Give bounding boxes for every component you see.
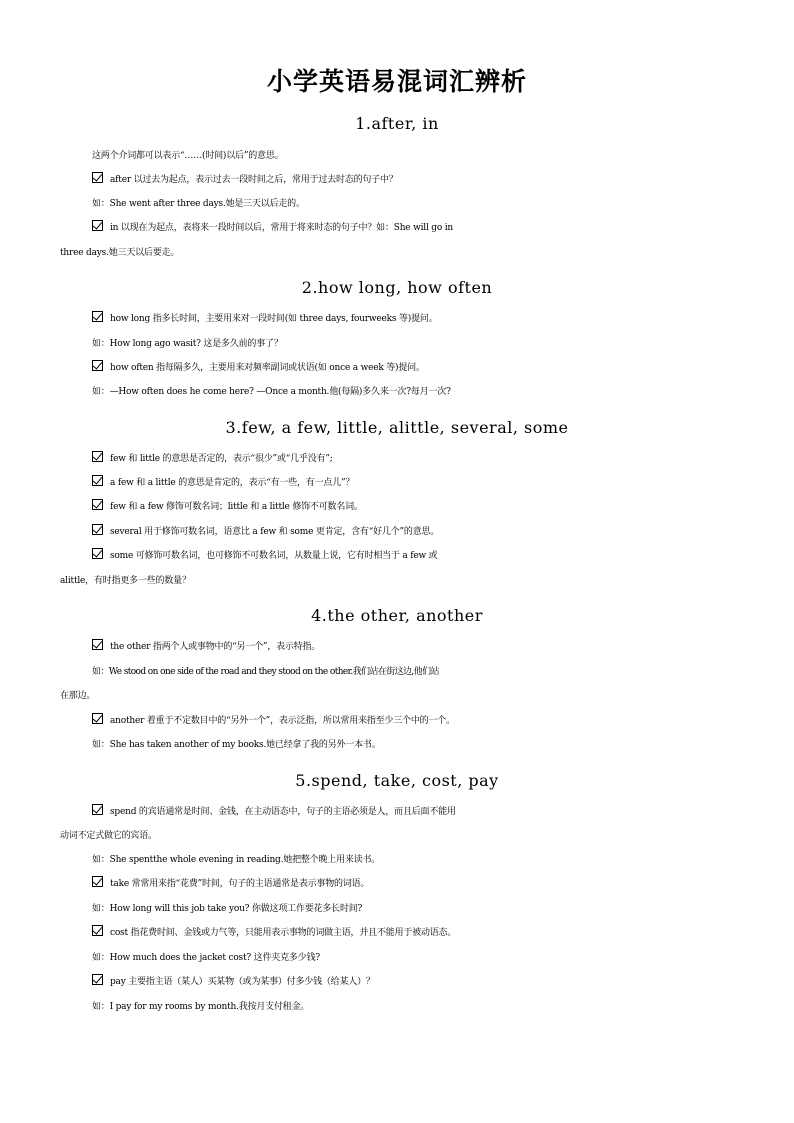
section-4-heading: 4.the other, another (311, 606, 483, 625)
section-5-line-2: 动词不定式做它的宾语。 (60, 831, 157, 841)
checkbox-icon (92, 172, 103, 183)
section-5-heading: 5.spend, take, cost, pay (295, 771, 499, 790)
page-title: 小学英语易混词汇辨析 (266, 67, 527, 96)
section-5-line-5: 如：How long will this job take you? 你做这项工作要花多长时间? (92, 904, 363, 914)
checkbox-icon (92, 713, 103, 724)
section-5-line-7: 如：How much does the jacket cost? 这件夹克多少钱? (92, 953, 320, 963)
section-2-line-1: how long 指多长时间，主要用来对一段时间(如 three days, fourweeks 等)提问。 (0, 311, 794, 324)
checkbox-icon (92, 876, 103, 887)
section-3-line-2: a few 和 a little 的意思是肯定的，表示“有一些，有一点儿”？ (0, 475, 794, 488)
section-4-line-2: 如：We stood on one side of the road and they stood on the other.我们站在街这边,他们站 (92, 667, 439, 677)
section-5-line-9: 如：I pay for my rooms by month.我按月支付租金。 (92, 1002, 310, 1012)
section-5-line-1: spend 的宾语通常是时间、金钱，在主动语态中，句子的主语必须是人，而且后面不能用 (0, 804, 794, 817)
section-1-line-5: three days.她三天以后要走。 (60, 248, 180, 258)
section-3-line-5: some 可修饰可数名词，也可修饰不可数名词，从数量上说，它有时相当于 a few 或 (0, 548, 794, 561)
checkbox-icon (92, 524, 103, 535)
section-5-line-6: cost 指花费时间、金钱或力气等，只能用表示事物的词做主语，并且不能用于被动语态。 (0, 925, 794, 938)
checkbox-icon (92, 499, 103, 510)
checkbox-icon (92, 360, 103, 371)
checkbox-icon (92, 974, 103, 985)
section-5-line-3: 如：She spentthe whole evening in reading.她把整个晚上用来读书。 (92, 855, 381, 865)
checkbox-icon (92, 804, 103, 815)
section-1-line-2: after 以过去为起点，表示过去一段时间之后，常用于过去时态的句子中？ (0, 172, 794, 185)
section-2-heading: 2.how long, how often (301, 278, 493, 297)
section-1-line-4: in 以现在为起点，表将来一段时间以后，常用于将来时态的句子中？如：She will go in (0, 220, 794, 233)
checkbox-icon (92, 475, 103, 486)
section-4-line-3: 在那边。 (60, 691, 96, 701)
section-3-line-4: several 用于修饰可数名词，语意比 a few 和 some 更肯定，含有“好几个”的意思。 (0, 524, 794, 537)
section-5-line-4: take 常常用来指“花费”时间，句子的主语通常是表示事物的词语。 (0, 876, 794, 889)
section-4-line-5: 如：She has taken another of my books.她已经拿了我的另外一本书。 (92, 740, 381, 750)
checkbox-icon (92, 925, 103, 936)
section-3-line-6: alittle，有时指更多一些的数量？ (60, 576, 191, 586)
checkbox-icon (92, 548, 103, 559)
checkbox-icon (92, 311, 103, 322)
section-2-line-4: 如：—How often does he come here? —Once a month.他(每隔)多久来一次?每月一次? (92, 387, 451, 397)
section-4-line-4: another 着重于不定数目中的“另外一个”，表示泛指，所以常用来指至少三个中的一个。 (0, 713, 794, 726)
section-2-line-3: how often 指每隔多久，主要用来对频率副词或状语(如 once a week 等)提问。 (0, 360, 794, 373)
section-3-line-1: few 和 little 的意思是否定的，表示“很少”或“几乎没有”; (0, 451, 794, 464)
section-1-heading: 1.after, in (355, 114, 439, 133)
section-5-line-8: pay 主要指主语（某人）买某物（或为某事）付多少钱（给某人）？ (0, 974, 794, 987)
section-3-heading: 3.few, a few, little, alittle, several, some (225, 418, 569, 437)
section-1-line-3: 如：She went after three days.她是三天以后走的。 (92, 199, 305, 209)
checkbox-icon (92, 451, 103, 462)
section-3-line-3: few 和 a few 修饰可数名词；little 和 a little 修饰不可数名词。 (0, 499, 794, 512)
section-1-line-1: 这两个介词都可以表示“……(时间)以后”的意思。 (92, 151, 284, 161)
checkbox-icon (92, 639, 103, 650)
checkbox-icon (92, 220, 103, 231)
section-4-line-1: the other 指两个人或事物中的“另一个”，表示特指。 (0, 639, 794, 652)
section-2-line-2: 如：How long ago wasit? 这是多久前的事了？ (92, 339, 283, 349)
